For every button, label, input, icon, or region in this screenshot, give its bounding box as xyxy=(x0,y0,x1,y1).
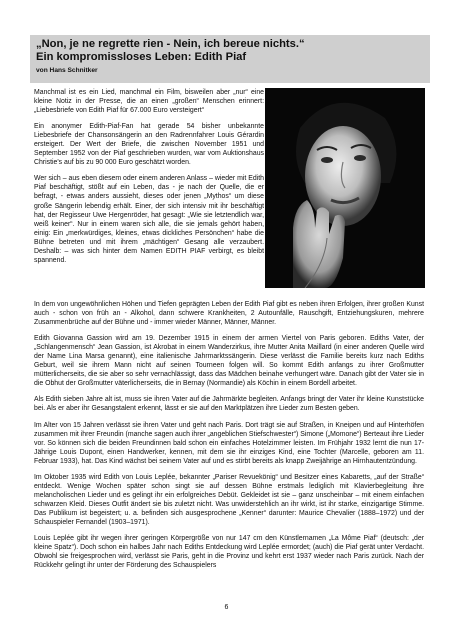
intro-paragraph: Ein anonymer Edith-Piaf-Fan hat gerade 54 bisher unbekannte Liebesbriefe der Chansonsängerin an den Radrennfahrer Louis Gérardin ersteigert. Der Wert der Briefe, die zwischen November 1951 und September 1952 von der Piaf geschrieben wurden, war vom Auktionshaus Christie's auf bis zu 90 000 Euro geschätzt worden. xyxy=(34,123,264,167)
body-paragraph: Im Alter von 15 Jahren verlässt sie ihren Vater und geht nach Paris. Dort trägt sie auf Straßen, in Kneipen und auf Hinterhöfen zusammen mit ihrer Freundin (manche sagen auch ihrer „angeblichen Stiefschwester“) Simone („Momone“) Berteaut ihre Lieder vor. So können sich die beiden Freundinnen bald schon ein einfaches Hotelzimmer leisten. Im Frühjahr 1932 lernt die nun 17-Jährige Louis Dupont, einen Handwerker, kennen, mit dem sie ihr einziges Kind, eine Tochter (Marcelle, geboren am 11. Februar 1933), hat. Das Kind wächst bei seinem Vater auf und es stirbt bereits als knapp Zweijährige an Hirnhautentzündung. xyxy=(34,421,424,465)
body-paragraph: Im Oktober 1935 wird Edith von Louis Leplée, bekannter „Pariser Revuekönig“ und Besitzer eines Kabaretts, „auf der Straße“ entdeckt. Wenige Wochen später schon singt sie auf dessen Bühne erstmals lediglich mit Klavierbegleitung ihre melancholischen Lieder und es gelingt ihr ein erfolgreiches Debüt. Gekleidet ist sie – ganz unscheinbar – mit einem einfachen schwarzen Kleid. Dieses Outfit ändert sie bis zuletzt nicht. Was unwiderstehlich an ihr wirkt, ist ihr starke, einzigartige Stimme. Das Publikum ist begeistert; u. a. befinden sich ausgesprochene „Kenner“ darunter: Maurice Chevalier (1888–1972) und der Schauspieler Fernandel (1903–1971). xyxy=(34,473,424,526)
article-header xyxy=(30,35,430,83)
body-paragraph: Als Edith sieben Jahre alt ist, muss sie ihren Vater auf die Jahrmärkte begleiten. Anfangs bringt der Vater ihr kleine Kunststücke bei. Als er aber ihr Gesangstalent erkennt, lässt er sie auf den Marktplätzen ihre Lieder zum Besten geben. xyxy=(34,396,424,413)
intro-paragraph: Wer sich – aus eben diesem oder einem anderen Anlass – wieder mit Edith Piaf beschäftigt, stößt auf ein Leben, das - je nach der Quelle, die er befragt, - etwas anders aussieht, dieses oder jenen „Mythos“ um diese große Sängerin lebendig erhält. Einer, der sich intensiv mit ihr beschäftigt hat, der Regisseur Uwe Hergenröder, hat gesagt: „Wie sie letztendlich war, weiß keiner“. Nur in einem waren sich alle, die sie jemals gehört haben, einig: Ein „merkwürdiges, kleines, etwas dickliches Persönchen“ habe die Bühne betreten und mit ihrem „mächtigen“ Gesang alle verzaubert. Deshalb: – was sich hinter dem Namen EDITH PIAF verbirgt, es bleibt spannend. xyxy=(34,175,264,264)
article-title-quote: „Non, je ne regrette rien - Nein, ich bereue nichts.“ xyxy=(36,38,305,50)
portrait-image xyxy=(265,88,425,288)
body-paragraph: Edith Giovanna Gassion wird am 19. Dezember 1915 in einem der armen Viertel von Paris geboren. Ediths Vater, der „Schlangenmensch“ Jean Gassion, ist Akrobat in einem Wanderzirkus, ihre Mutter Anita Maillard (in einer anderen Quelle wird der Name Lina Marsa genannt), eine italienische Jahrmarktssängerin. Diese verlässt die Familie bereits kurz nach Ediths Geburt, weil sie ihrem Mann nicht auf seinen Tourneen folgen will. So kommt Edith anfangs zu ihrer Großmutter mütterlicherseits, die sie aber so sehr vernachlässigt, dass das Mädchen beinahe verhungert wäre. Danach gibt der Vater sie in die Obhut der Großmutter väterlicherseits, die in Bernay (Normandie) als Köchin in einem Bordell arbeitet. xyxy=(34,335,424,388)
author-byline: von Hans Schnitker xyxy=(36,67,98,74)
body-paragraph: Louis Leplée gibt ihr wegen ihrer geringen Körpergröße von nur 147 cm den Künstlernamen „La Môme Piaf“ (deutsch: „der kleine Spatz“). Doch schon ein halbes Jahr nach Ediths Entdeckung wird Leplée ermordet; (auch) die Piaf gerät unter Verdacht. Obwohl sie freigesprochen wird, verlässt sie Paris, geht in die Provinz und kehrt erst 1937 wieder nach Paris zurück. Nach der Rückkehr gelingt ihr unter der Förderung des Schauspielers xyxy=(34,535,424,570)
article-title: Ein kompromissloses Leben: Edith Piaf xyxy=(36,50,247,63)
body-paragraph: In dem von ungewöhnlichen Höhen und Tiefen geprägten Leben der Edith Piaf gibt es neben ihren Erfolgen, ihrer großen Kunst auch - schon von früh an - Alkohol, dann schwere Krankheiten, 2 Autounfälle, Rauschgift, Entziehungskuren, mehrere Zusammenbrüche auf der Bühne und - immer wieder Männer, Männer, Männer. xyxy=(34,301,424,327)
article-body xyxy=(34,300,424,577)
intro-column xyxy=(34,88,264,272)
page-number: 6 xyxy=(224,604,229,611)
edith-piaf-portrait-photo xyxy=(265,88,425,288)
intro-paragraph: Manchmal ist es ein Lied, manchmal ein Film, bisweilen aber „nur“ eine kleine Notiz in der Presse, die an einen „großen“ Menschen erinnert: „Liebesbriefe von Edith Piaf für 67.000 Euro versteigert“ xyxy=(34,89,264,115)
